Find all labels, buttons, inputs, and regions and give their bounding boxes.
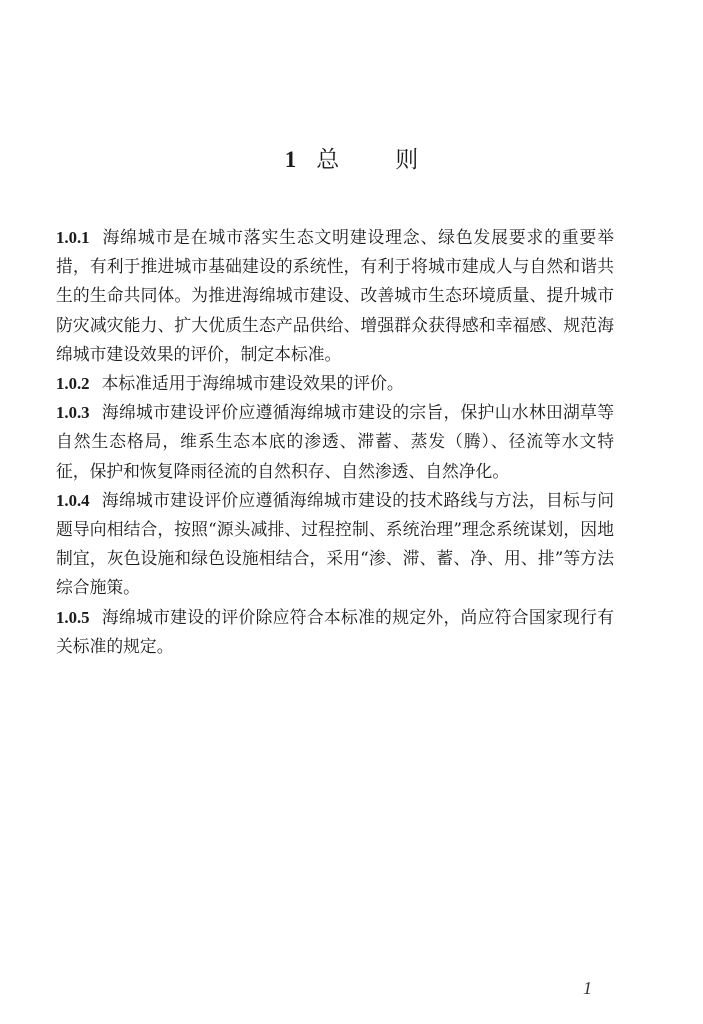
clause-1-0-5 bbox=[56, 603, 614, 661]
clause-number: 1.0.2 bbox=[56, 374, 90, 394]
chapter-title bbox=[0, 144, 703, 176]
clause-number: 1.0.3 bbox=[56, 403, 90, 423]
chapter-title-part2: 则 bbox=[395, 147, 419, 173]
clause-number: 1.0.4 bbox=[56, 490, 90, 510]
clause-1-0-2 bbox=[56, 369, 614, 398]
chapter-number: 1 bbox=[284, 147, 297, 172]
clause-1-0-4 bbox=[56, 486, 614, 603]
chapter-title-part1: 总 bbox=[316, 147, 340, 173]
clause-text: 海绵城市建设评价应遵循海绵城市建设的技术路线与方法，目标与问题导向相结合，按照“源头减排、过程控制、系统治理”理念系统谋划，因地制宜，灰色设施和绿色设施相结合，采用“渗、滞、蓄、净、用、排”等方法综合施策。 bbox=[56, 489, 614, 598]
clause-number: 1.0.1 bbox=[56, 228, 90, 247]
clause-1-0-1 bbox=[56, 223, 614, 369]
clause-list bbox=[56, 223, 614, 661]
clause-text: 海绵城市建设的评价除应符合本标准的规定外，尚应符合国家现行有关标准的规定。 bbox=[56, 606, 614, 656]
clause-1-0-3 bbox=[56, 398, 614, 486]
clause-text: 海绵城市是在城市落实生态文明建设理念、绿色发展要求的重要举措，有利于推进城市基础建设的系统性，有利于将城市建成人与自然和谐共生的生命共同体。为推进海绵城市建设、改善城市生态环境质量、提升城市防灾减灾能力、扩大优质生态产品供给、增强群众获得感和幸福感、规范海绵城市建设效果的评价，制定本标准。 bbox=[56, 227, 614, 364]
page-number: 1 bbox=[583, 978, 592, 998]
clause-text: 海绵城市建设评价应遵循海绵城市建设的宗旨，保护山水林田湖草等自然生态格局，维系生态本底的渗透、滞蓄、蒸发（腾）、径流等水文特征，保护和恢复降雨径流的自然积存、自然渗透、自然净化。 bbox=[56, 402, 614, 481]
clause-number: 1.0.5 bbox=[56, 607, 90, 627]
clause-text: 本标准适用于海绵城市建设效果的评价。 bbox=[101, 373, 404, 394]
